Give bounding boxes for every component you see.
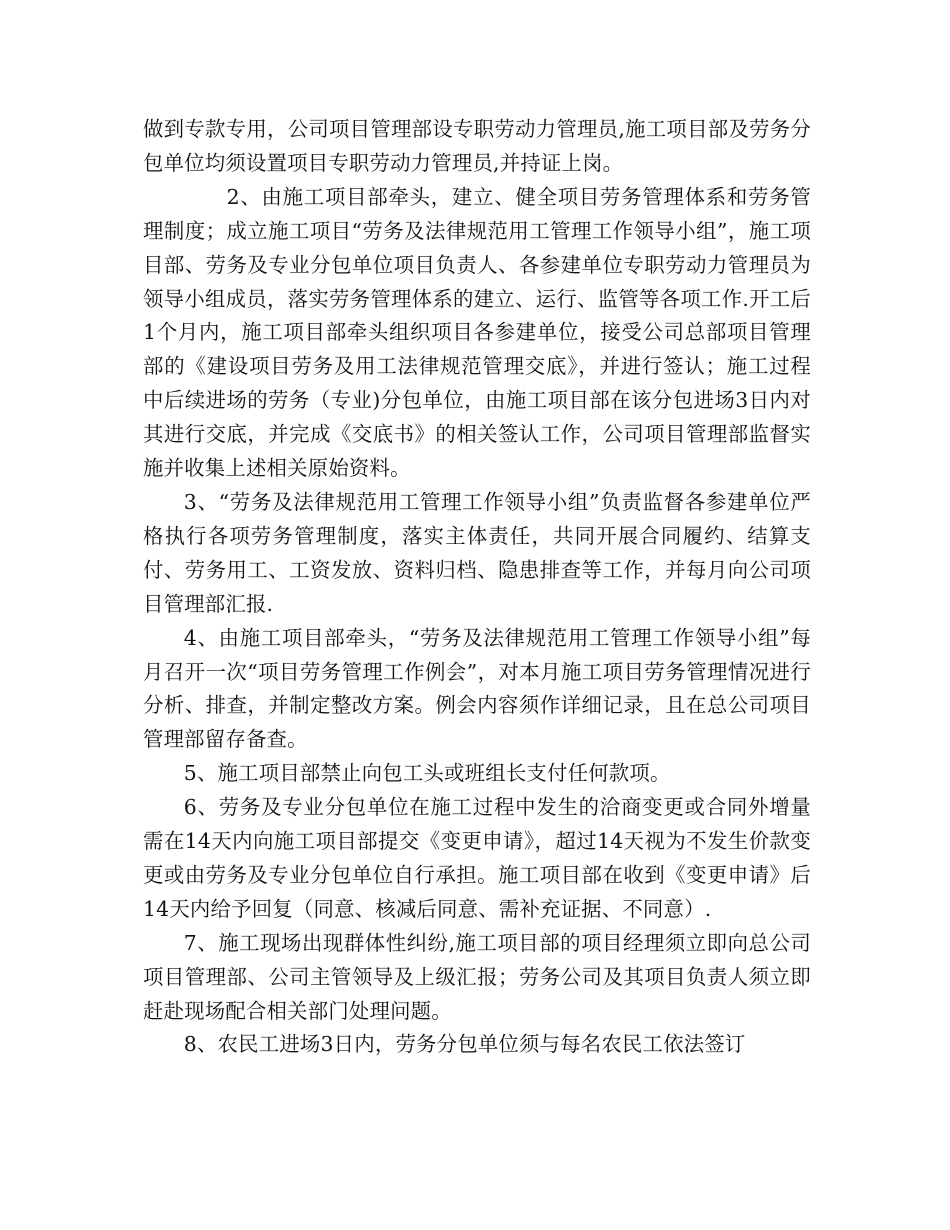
paragraph-item-7: 7、施工现场出现群体性纠纷,施工项目部的项目经理须立即向总公司项目管理部、公司主管领导及上级汇报；劳务公司及其项目负责人须立即赶赴现场配合相关部门处理问题。 (143, 930, 811, 1023)
paragraph-item-3: 3、“劳务及法律规范用工管理工作领导小组”负责监督各参建单位严格执行各项劳务管理制度，落实主体责任，共同开展合同履约、结算支付、劳务用工、工资发放、资料归档、隐患排查等工作，并每月向公司项目管理部汇报. (143, 489, 811, 616)
document-body (143, 113, 811, 1062)
paragraph-item-2: 2、由施工项目部牵头，建立、健全项目劳务管理体系和劳务管理制度；成立施工项目“劳务及法律规范用工管理工作领导小组”，施工项目部、劳务及专业分包单位项目负责人、各参建单位专职劳动力管理员为领导小组成员，落实劳务管理体系的建立、运行、监管等各项工作.开工后1个月内，施工项目部牵头组织项目各参建单位，接受公司总部项目管理部的《建设项目劳务及用工法律规范管理交底》，并进行签认；施工过程中后续进场的劳务（专业)分包单位，由施工项目部在该分包进场3日内对其进行交底，并完成《交底书》的相关签认工作，公司项目管理部监督实施并收集上述相关原始资料。 (143, 184, 811, 481)
paragraph-item-5: 5、施工项目部禁止向包工头或班组长支付任何款项。 (183, 761, 671, 786)
paragraph-item-4: 4、由施工项目部牵头，“劳务及法律规范用工管理工作领导小组”每月召开一次“项目劳务管理工作例会”，对本月施工项目劳务管理情况进行分析、排查，并制定整改方案。例会内容须作详细记录，且在总公司项目管理部留存备查。 (143, 625, 811, 752)
paragraph-item-8: 8、农民工进场3日内，劳务分包单位须与每名农民工依法签订 (183, 1032, 746, 1057)
paragraph-continuation: 做到专款专用，公司项目管理部设专职劳动力管理员,施工项目部及劳务分包单位均须设置项目专职劳动力管理员,并持证上岗。 (143, 117, 811, 175)
paragraph-item-6: 6、劳务及专业分包单位在施工过程中发生的洽商变更或合同外增量需在14天内向施工项目部提交《变更申请》，超过14天视为不发生价款变更或由劳务及专业分包单位自行承担。施工项目部在收到《变更申请》后14天内给予回复（同意、核减后同意、需补充证据、不同意）. (143, 795, 811, 921)
